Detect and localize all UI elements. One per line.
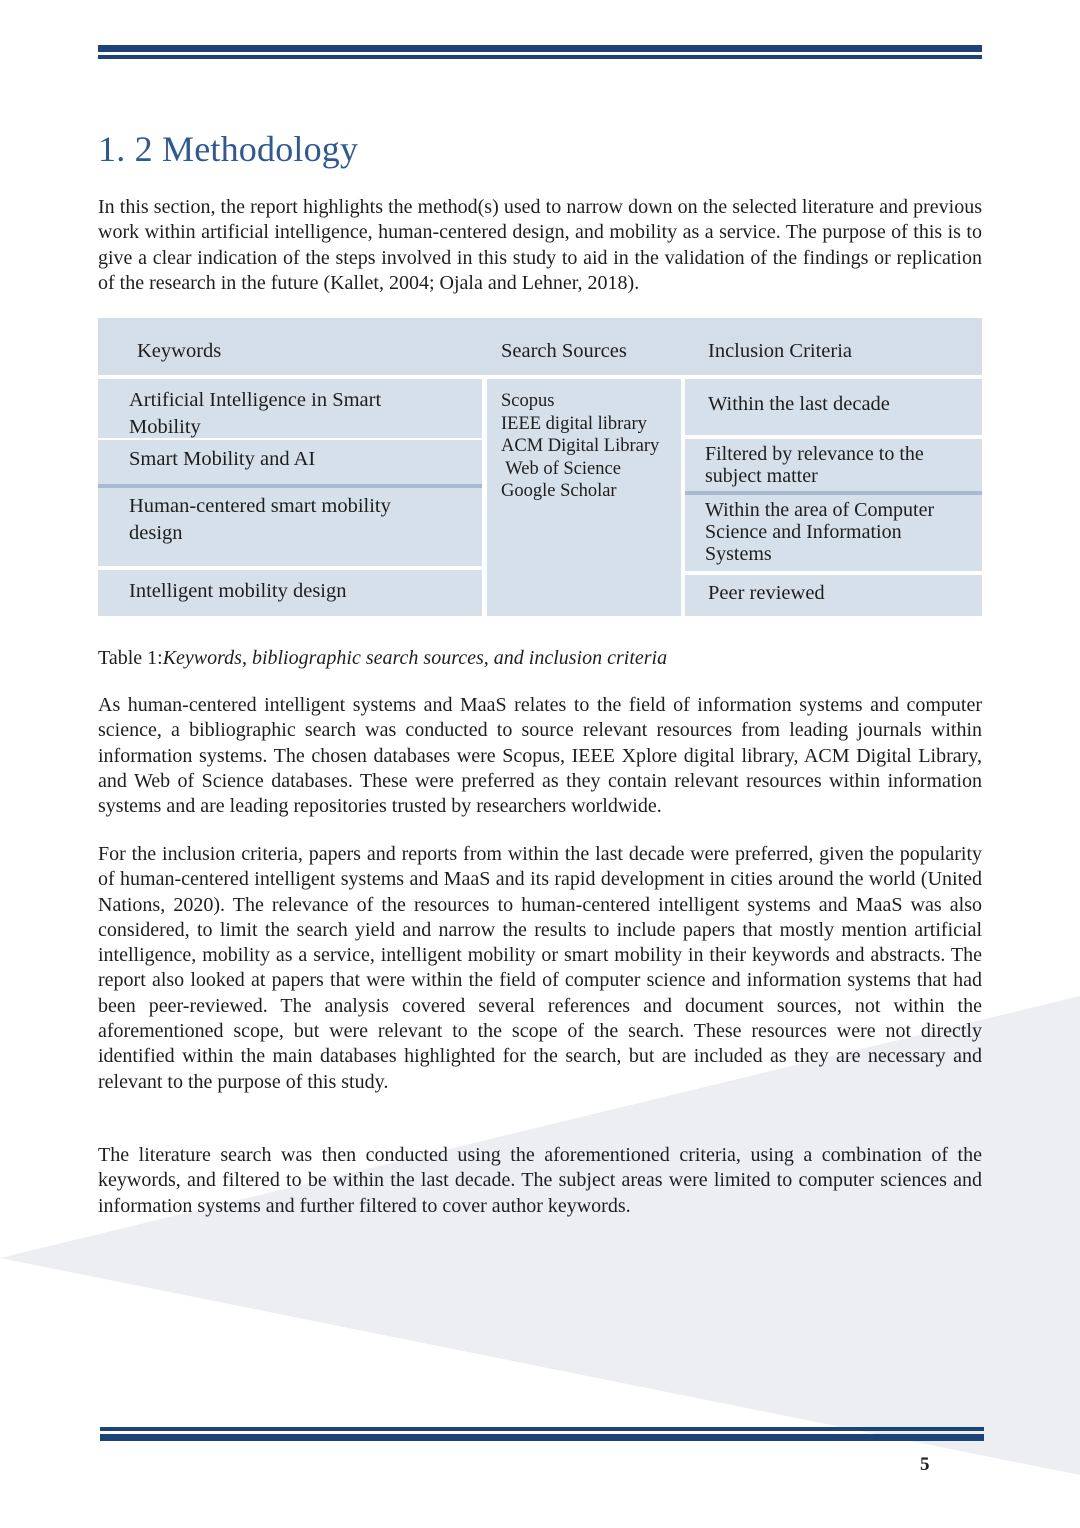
source-item: IEEE digital library: [501, 413, 647, 434]
keyword-cell: Smart Mobility and AI: [129, 448, 316, 470]
keyword-cell: Human-centered smart mobility design: [129, 495, 391, 544]
section-title: 1. 2 Methodology: [98, 129, 359, 169]
table-row: [98, 488, 482, 566]
criteria-cell: Within the last decade: [708, 393, 890, 415]
header-keywords: Keywords: [137, 340, 222, 362]
source-item: ACM Digital Library: [501, 436, 660, 457]
inclusion-paragraph: For the inclusion criteria, papers and reports from within the last decade were preferred, given the popularity of human-centered intelligent systems and MaaS and its rapid development in cities around the world (United Nations, 2020). The relevance of the resources to human-centered intelligent systems and MaaS was also considered, to limit the search yield and narrow the results to include papers that mostly mention artificial intelligence, mobility as a service, intelligent mobility or smart mobility in their keywords and abstracts. The report also looked at papers that were within the field of computer science and information systems that had been peer-reviewed. The analysis covered several references and document sources, not within the aforementioned scope, but were relevant to the scope of the search. These resources were not directly identified within the main databases highlighted for the search, but are included as they are necessary and relevant to the purpose of this study.: [98, 843, 982, 1093]
table-row: [98, 440, 482, 484]
table-row: [98, 379, 482, 438]
conduct-paragraph: The literature search was then conducted using the aforementioned criteria, using a combination of the keywords, and filtered to be within the last decade. The subject areas were limited to computer sciences and information systems and further filtered to cover author keywords.: [98, 1144, 982, 1217]
criteria-cell: Filtered by relevance to the subject matter: [705, 443, 924, 487]
methodology-table: [98, 318, 982, 616]
caption-prefix: Table 1:: [98, 647, 163, 669]
header-inclusion-criteria: Inclusion Criteria: [708, 340, 853, 362]
criteria-cell: Within the area of Computer Science and Information Systems: [705, 499, 935, 565]
source-item: Scopus: [501, 391, 555, 411]
page-number: 5: [920, 1454, 930, 1475]
table-row: [685, 379, 982, 435]
search-paragraph: As human-centered intelligent systems and MaaS relates to the field of information systems and computer science, a bibliographic search was conducted to source relevant resources from leading journals within information systems. The chosen databases were Scopus, IEEE Xplore digital library, ACM Digital Library, and Web of Science databases. These were preferred as they contain relevant resources within information systems and are leading repositories trusted by researchers worldwide.: [98, 694, 982, 818]
caption-text: Keywords, bibliographic search sources, and inclusion criteria: [162, 647, 668, 669]
keyword-cell: Intelligent mobility design: [129, 580, 347, 602]
table-row: [98, 570, 482, 616]
footer-rule: [100, 1427, 984, 1441]
table-caption: [98, 647, 667, 670]
table-row: [685, 495, 982, 571]
intro-paragraph: In this section, the report highlights the method(s) used to narrow down on the selected literature and previous work within artificial intelligence, human-centered design, and mobility as a service. The purpose of this is to give a clear indication of the steps involved in this study to aid in the validation of the findings or replication of the research in the future (Kallet, 2004; Ojala and Lehner, 2018).: [98, 196, 982, 294]
header-search-sources: Search Sources: [501, 340, 627, 362]
table-row: [685, 439, 982, 491]
source-item: Web of Science: [501, 458, 621, 479]
keyword-cell: Artificial Intelligence in Smart Mobility: [129, 389, 382, 438]
table-header-row: [98, 318, 982, 375]
criteria-cell: Peer reviewed: [708, 582, 825, 604]
sources-cell: [487, 379, 681, 616]
header-rule: [98, 45, 982, 59]
table-row: [685, 575, 982, 616]
source-item: Google Scholar: [501, 481, 617, 502]
